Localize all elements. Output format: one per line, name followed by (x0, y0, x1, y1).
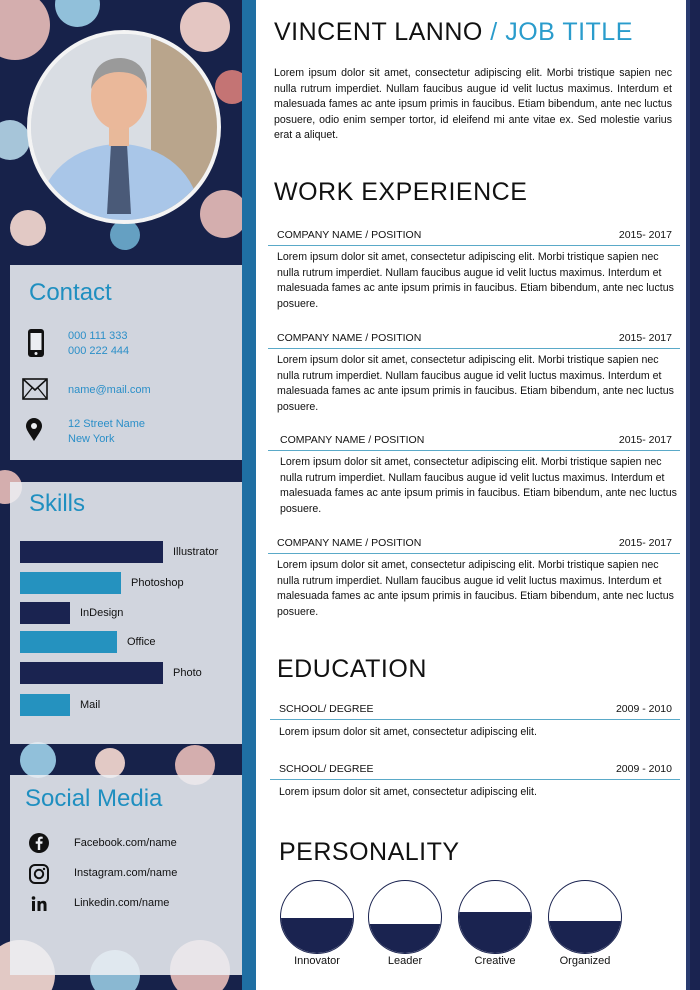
education-description: Lorem ipsum dolor sit amet, consectetur adipiscing elit. (279, 726, 537, 738)
job-description: Lorem ipsum dolor sit amet, consectetur adipiscing elit. Morbi tristique sapien nec nulla rutrum imperdiet. Nullam faucibus augue id velit luctus maximus. Interdum et malesuada fames ac ante ipsum primis in faucibus. Etiam bibendum, ante nec luctus posuere. (277, 559, 674, 618)
flower-decoration (95, 748, 125, 778)
skill-label: InDesign (80, 607, 124, 619)
skill-bar (20, 541, 163, 563)
address-line-1: 12 Street Name (68, 418, 146, 430)
skill-bar (20, 572, 121, 594)
skills-title: Skills (29, 490, 86, 517)
flower-decoration (180, 2, 230, 52)
linkedin-icon (28, 893, 50, 915)
personality-label: Innovator (294, 955, 340, 967)
job-years: 2015- 2017 (618, 537, 672, 549)
address-line-2: New York (68, 433, 115, 445)
instagram-link[interactable]: Instagram.com/name (74, 867, 178, 879)
skill-bar (20, 662, 163, 684)
facebook-link[interactable]: Facebook.com/name (74, 837, 177, 849)
job-header (268, 227, 680, 246)
phone-number-2: 000 222 444 (68, 345, 130, 357)
personality-gauge-fill (459, 912, 531, 953)
job-header (268, 432, 680, 451)
phone-icon (27, 328, 45, 363)
flower-decoration (55, 0, 100, 27)
linkedin-link[interactable]: Linkedin.com/name (74, 897, 170, 909)
job-position: COMPANY NAME / POSITION (277, 229, 422, 241)
job-description: Lorem ipsum dolor sit amet, consectetur adipiscing elit. Morbi tristique sapien nec nulla rutrum imperdiet. Nullam faucibus augue id velit luctus maximus. Interdum et malesuada fames ac ante ipsum primis in faucibus. Etiam bibendum, ante nec luctus posuere. (277, 251, 674, 310)
flower-decoration (20, 742, 56, 778)
skill-label: Photo (173, 667, 202, 679)
education-years: 2009 - 2010 (615, 763, 672, 775)
facebook-icon (28, 832, 50, 854)
work-experience-title: WORK EXPERIENCE (274, 178, 528, 206)
job-years: 2015- 2017 (618, 434, 672, 446)
flower-decoration (0, 120, 30, 160)
education-header (270, 761, 680, 780)
education-header (270, 701, 680, 720)
job-years: 2015- 2017 (618, 332, 672, 344)
education-title: EDUCATION (277, 655, 427, 683)
flower-decoration (200, 190, 248, 238)
skill-label: Office (127, 636, 156, 648)
skill-bar (20, 602, 70, 624)
flower-decoration (0, 0, 50, 60)
personality-label: Creative (474, 955, 516, 967)
floral-sidebar (0, 0, 256, 990)
job-position: COMPANY NAME / POSITION (277, 332, 422, 344)
personality-gauge-fill (281, 918, 353, 953)
contact-panel (10, 265, 242, 460)
social-media-title: Social Media (25, 785, 163, 812)
flower-decoration (10, 210, 46, 246)
title-separator: / (482, 18, 506, 46)
skill-bar (20, 631, 117, 653)
personality-gauge (548, 880, 622, 954)
personality-gauge (458, 880, 532, 954)
phone-number-1: 000 111 333 (68, 330, 128, 342)
job-years: 2015- 2017 (618, 229, 672, 241)
personality-title: PERSONALITY (279, 838, 460, 866)
personality-gauge-fill (369, 924, 441, 953)
resume-header (274, 18, 633, 47)
job-title: JOB TITLE (505, 18, 633, 46)
job-header (268, 330, 680, 349)
personality-gauge (280, 880, 354, 954)
education-years: 2009 - 2010 (615, 703, 672, 715)
job-position: COMPANY NAME / POSITION (280, 434, 425, 446)
flower-decoration (110, 220, 140, 250)
instagram-icon (28, 863, 50, 885)
profile-photo (27, 30, 221, 224)
job-description: Lorem ipsum dolor sit amet, consectetur adipiscing elit. Morbi tristique sapien nec nulla rutrum imperdiet. Nullam faucibus augue id velit luctus maximus. Interdum et malesuada fames ac ante ipsum primis in faucibus. Etiam bibendum, ante nec luctus posuere. (277, 354, 674, 413)
skill-label: Illustrator (173, 546, 219, 558)
skill-bar (20, 694, 70, 716)
contact-title: Contact (29, 279, 112, 306)
education-description: Lorem ipsum dolor sit amet, consectetur adipiscing elit. (279, 786, 537, 798)
skill-label: Mail (80, 699, 101, 711)
job-description: Lorem ipsum dolor sit amet, consectetur adipiscing elit. Morbi tristique sapien nec nulla rutrum imperdiet. Nullam faucibus augue id velit luctus maximus. Interdum et malesuada fames ac ante ipsum primis in faucibus. Etiam bibendum, ante nec luctus posuere. (280, 456, 677, 515)
personality-gauge-fill (549, 921, 621, 953)
intro-paragraph: Lorem ipsum dolor sit amet, consectetur adipiscing elit. Morbi tristique sapien nec nulla rutrum imperdiet. Nullam faucibus augue id velit luctus maximus. Interdum et malesuada fames ac ante ipsum primis in faucibus. Etiam bibendum, ante nec luctus posuere, odio enim semper tortor, id eleifend mi ante vitae ex. Sed molestie varius erat a aliquet. (274, 67, 672, 141)
education-degree: SCHOOL/ DEGREE (279, 763, 374, 775)
personality-gauge (368, 880, 442, 954)
location-pin-icon (25, 418, 43, 447)
job-header (268, 535, 680, 554)
person-name: VINCENT LANNO (274, 18, 483, 46)
personality-label: Leader (387, 955, 423, 967)
skill-label: Photoshop (131, 577, 184, 589)
personality-label: Organized (559, 955, 611, 967)
accent-strip (242, 0, 256, 990)
email-address[interactable]: name@mail.com (68, 384, 151, 396)
job-position: COMPANY NAME / POSITION (277, 537, 422, 549)
right-edge-border (690, 0, 700, 990)
mail-icon (22, 378, 48, 405)
education-degree: SCHOOL/ DEGREE (279, 703, 374, 715)
